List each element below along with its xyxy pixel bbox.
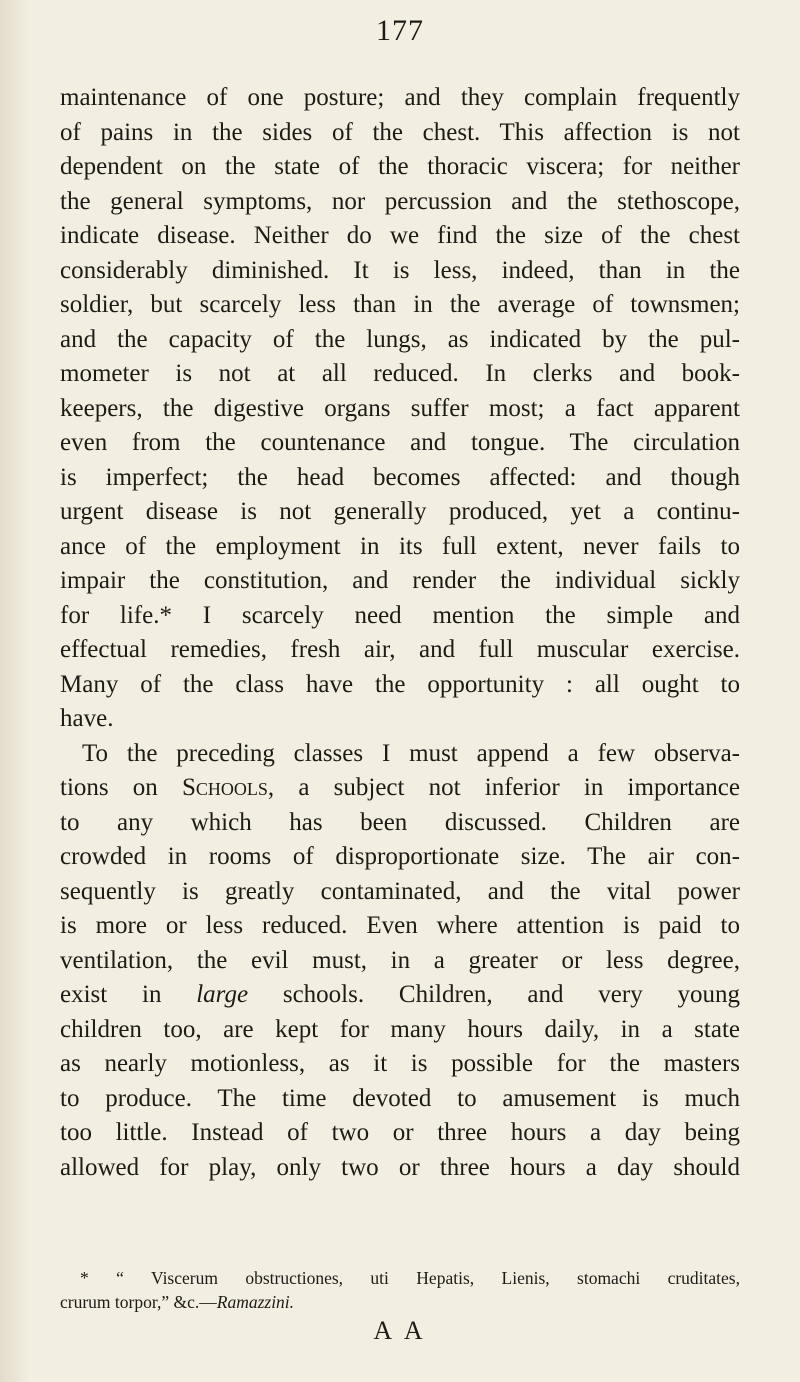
body-text [60,81,740,1185]
text-line: soldier, but scarcely less than in the average of townsmen; [60,291,740,318]
text-line: the general symptoms, nor percussion and the stethoscope, [60,187,740,215]
text-line: and the capacity of the lungs, as indicated by the pul- [60,325,740,353]
text-fragment: schools. Children, and very young [248,981,740,1008]
text-line: ance of the employment in its full extent, never fails to [60,532,740,560]
text-line: of pains in the sides of the chest. This affection is not [60,118,740,146]
text-line [60,978,740,1013]
text-line: too little. Instead of two or three hours a day being [60,1119,740,1146]
text-line: have. [60,705,114,732]
text-line: impair the constitution, and render the individual sickly [60,567,740,594]
footnote-line [60,1290,740,1314]
text-fragment: , a subject not inferior in importance [267,774,741,801]
text-line: sequently is greatly contaminated, and the vital power [60,877,740,905]
footnote-line: * “ Viscerum obstructiones, uti Hepatis, Lienis, stomachi cruditates, [80,1268,740,1288]
italic-term: large [196,981,249,1008]
text-line: children too, are kept for many hours daily, in a state [60,1015,740,1043]
small-caps-term: Schools [182,774,268,801]
text-line: is imperfect; the head becomes affected: and though [60,463,740,491]
footnote-author: Ramazzini. [216,1292,295,1312]
text-fragment: exist in [60,981,197,1008]
text-line [60,771,740,806]
text-line: ventilation, the evil must, in a greater or less degree, [60,946,740,974]
text-line: dependent on the state of the thoracic viscera; for neither [60,153,740,180]
text-line: effectual remedies, fresh air, and full muscular exercise. [60,636,740,663]
text-line: keepers, the digestive organs suffer most; a fact apparent [60,394,740,422]
text-fragment: crurum torpor,” &c.— [60,1292,217,1312]
text-line: to any which has been discussed. Children are [60,808,740,836]
text-line: as nearly motionless, as it is possible for the masters [60,1050,740,1077]
text-line: crowded in rooms of disproportionate size. The air con- [60,843,740,870]
text-line: maintenance of one posture; and they complain frequently [60,84,740,111]
text-fragment: tions on [60,774,182,801]
text-line: to produce. The time devoted to amusement is much [60,1084,740,1112]
text-line: for life.* I scarcely need mention the simple and [60,601,740,629]
text-line: urgent disease is not generally produced, yet a continu- [60,498,740,525]
text-line: is more or less reduced. Even where attention is paid to [60,912,740,939]
page-edge-shadow [0,0,30,1382]
signature-mark: A A [373,1316,427,1345]
page-number: 177 [376,14,424,47]
text-line: Many of the class have the opportunity : all ought to [60,670,740,698]
text-line: allowed for play, only two or three hours a day should [60,1153,740,1181]
footnote [60,1266,740,1314]
text-line: indicate disease. Neither do we find the size of the chest [60,222,740,249]
text-line: considerably diminished. It is less, indeed, than in the [60,256,740,284]
text-line: even from the countenance and tongue. The circulation [60,429,740,456]
text-line: To the preceding classes I must append a few observa- [82,739,740,767]
text-line: mometer is not at all reduced. In clerks and book- [60,360,740,387]
